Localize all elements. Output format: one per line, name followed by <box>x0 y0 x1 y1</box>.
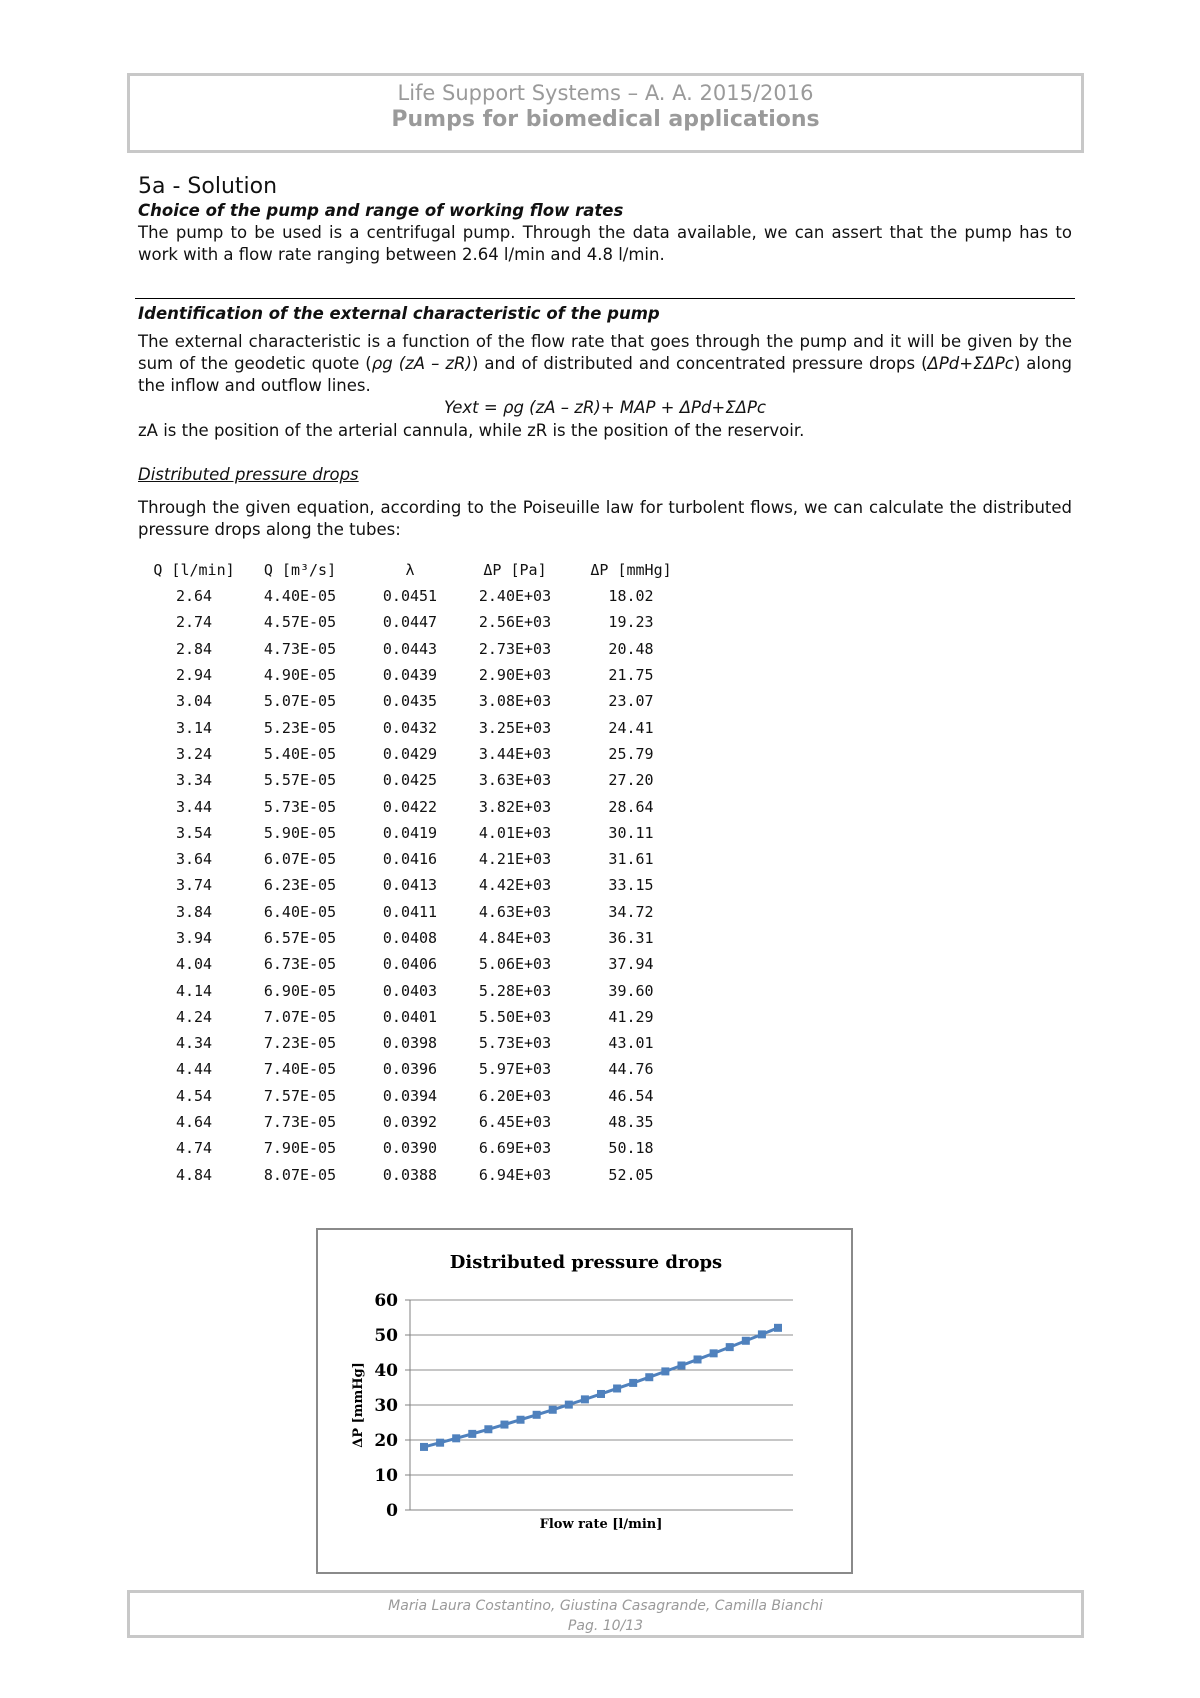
distributed-heading: Distributed pressure drops <box>138 465 359 484</box>
table-cell: 4.57E-05 <box>263 613 337 632</box>
table-cell: 6.20E+03 <box>478 1086 552 1105</box>
table-cell: 4.90E-05 <box>263 666 337 685</box>
table-cell: 30.11 <box>608 823 654 842</box>
data-point <box>694 1355 702 1363</box>
table-cell: 20.48 <box>608 639 654 658</box>
table-cell: 48.35 <box>608 1113 654 1132</box>
table-cell: 0.0443 <box>382 639 438 658</box>
table-row <box>148 688 692 714</box>
table-row <box>148 951 692 977</box>
table-cell: 5.57E-05 <box>263 771 337 790</box>
y-tick-label: 30 <box>374 1396 398 1416</box>
page-header <box>127 73 1084 153</box>
table-cell: 5.97E+03 <box>478 1060 552 1079</box>
table-cell: 7.23E-05 <box>263 1034 337 1053</box>
table-cell: 0.0413 <box>382 876 438 895</box>
table-cell: 4.64 <box>175 1113 213 1132</box>
table-cell: 3.63E+03 <box>478 771 552 790</box>
table-cell: 4.24 <box>175 1007 213 1026</box>
table-cell: 3.44 <box>175 797 213 816</box>
table-cell: 3.14 <box>175 718 213 737</box>
table-cell: 0.0447 <box>382 613 438 632</box>
pressure-drops-expression: ΔPd+ΣΔPc <box>927 354 1014 373</box>
table-cell: 0.0392 <box>382 1113 438 1132</box>
table-row <box>148 1162 692 1188</box>
column-header: Q [l/min] <box>153 561 235 579</box>
table-body <box>148 583 692 1188</box>
table-row <box>148 793 692 819</box>
table-cell: 4.84 <box>175 1165 213 1184</box>
data-point <box>710 1349 718 1357</box>
choice-heading: Choice of the pump and range of working flow rates <box>138 201 624 220</box>
table-row <box>148 1109 692 1135</box>
table-cell: 4.21E+03 <box>478 850 552 869</box>
table-cell: 0.0406 <box>382 955 438 974</box>
table-cell: 6.73E-05 <box>263 955 337 974</box>
table-row <box>148 583 692 609</box>
table-cell: 0.0439 <box>382 666 438 685</box>
distributed-paragraph: Through the given equation, according to the Poiseuille law for turbolent flows, we can calculate the distributed pressure drops along the tubes: <box>138 498 1072 539</box>
table-cell: 21.75 <box>608 666 654 685</box>
table-row <box>148 846 692 872</box>
table-cell: 5.06E+03 <box>478 955 552 974</box>
table-cell: 37.94 <box>608 955 654 974</box>
table-row <box>148 1135 692 1161</box>
table-cell: 36.31 <box>608 929 654 947</box>
table-cell: 6.45E+03 <box>478 1113 552 1132</box>
table-cell: 3.08E+03 <box>478 692 552 711</box>
document-title: Pumps for biomedical applications <box>391 107 820 132</box>
table-cell: 4.42E+03 <box>478 876 552 895</box>
data-point <box>613 1384 621 1392</box>
section-title: 5a - Solution <box>138 174 278 199</box>
table-cell: 4.40E-05 <box>263 587 337 606</box>
y-tick-label: 50 <box>374 1326 398 1346</box>
table-cell: 4.04 <box>175 955 213 974</box>
data-point <box>758 1330 766 1338</box>
table-cell: 0.0408 <box>382 929 438 947</box>
y-tick-label: 40 <box>374 1361 398 1381</box>
table-cell: 0.0419 <box>382 823 438 842</box>
table-cell: 3.64 <box>175 850 213 869</box>
table-cell: 3.82E+03 <box>478 797 552 816</box>
table-row <box>148 872 692 898</box>
data-point <box>452 1434 460 1442</box>
data-point <box>629 1379 637 1387</box>
table-row <box>148 767 692 793</box>
table-cell: 2.64 <box>175 587 213 606</box>
table-cell: 39.60 <box>608 981 654 1000</box>
table-cell: 52.05 <box>608 1165 654 1184</box>
table-cell: 3.54 <box>175 823 213 842</box>
table-cell: 2.56E+03 <box>478 613 552 632</box>
table-cell: 3.94 <box>175 929 213 947</box>
positions-paragraph: zA is the position of the arterial cannula, while zR is the position of the reservoir. <box>138 421 805 440</box>
table-cell: 0.0390 <box>382 1139 438 1158</box>
table-cell: 4.14 <box>175 981 213 1000</box>
table-cell: 0.0435 <box>382 692 438 711</box>
y-axis-label: ΔP [mmHg] <box>351 1362 366 1448</box>
table-cell: 0.0396 <box>382 1060 438 1079</box>
table-cell: 23.07 <box>608 692 654 711</box>
y-tick-label: 60 <box>374 1291 398 1311</box>
y-tick-label: 0 <box>386 1501 398 1521</box>
table-row <box>148 662 692 688</box>
table-cell: 6.94E+03 <box>478 1165 552 1184</box>
column-header: ΔP [mmHg] <box>590 561 672 579</box>
table-row <box>148 977 692 1003</box>
y-tick-label: 10 <box>374 1466 398 1486</box>
table-cell: 0.0398 <box>382 1034 438 1053</box>
table-cell: 0.0422 <box>382 797 438 816</box>
table-row <box>148 714 692 740</box>
pressure-drop-chart <box>318 1230 851 1572</box>
table-cell: 0.0425 <box>382 771 438 790</box>
table-cell: 7.57E-05 <box>263 1086 337 1105</box>
data-point <box>726 1343 734 1351</box>
identification-text-3: ) along the inflow and outflow lines. <box>138 354 1073 395</box>
table-cell: 6.57E-05 <box>263 929 337 947</box>
table-cell: 6.40E-05 <box>263 902 337 921</box>
table-cell: 41.29 <box>608 1007 654 1026</box>
data-point <box>420 1443 428 1451</box>
table-cell: 3.34 <box>175 771 213 790</box>
table-cell: 34.72 <box>608 902 654 921</box>
table-cell: 2.40E+03 <box>478 587 552 606</box>
table-cell: 0.0394 <box>382 1086 438 1105</box>
table-cell: 2.84 <box>175 639 213 658</box>
table-row <box>148 925 692 951</box>
y-tick-label: 20 <box>374 1431 398 1451</box>
table-header-row <box>148 557 692 583</box>
data-point <box>484 1425 492 1433</box>
identification-text-2: ) and of distributed and concentrated pressure drops ( <box>471 354 928 373</box>
table-cell: 5.28E+03 <box>478 981 552 1000</box>
table-cell: 5.40E-05 <box>263 744 337 763</box>
table-cell: 27.20 <box>608 771 654 790</box>
table-cell: 5.90E-05 <box>263 823 337 842</box>
table-cell: 6.90E-05 <box>263 981 337 1000</box>
table-cell: 4.01E+03 <box>478 823 552 842</box>
table-cell: 43.01 <box>608 1034 654 1053</box>
data-point <box>661 1367 669 1375</box>
page-footer <box>127 1590 1084 1638</box>
table-cell: 19.23 <box>608 613 654 632</box>
x-axis-label: Flow rate [l/min] <box>539 1517 663 1532</box>
table-cell: 6.23E-05 <box>263 876 337 895</box>
section-divider <box>135 298 1075 299</box>
identification-text-1: The external characteristic is a function of the flow rate that goes through the pump and it will be given by the sum of the geodetic quote ( <box>138 332 1072 373</box>
table-cell: 4.73E-05 <box>263 639 337 658</box>
table-cell: 3.04 <box>175 692 213 711</box>
data-point <box>517 1416 525 1424</box>
column-header: ΔP [Pa] <box>483 561 547 579</box>
table-row <box>148 1030 692 1056</box>
table-cell: 0.0429 <box>382 744 438 763</box>
table-cell: 6.69E+03 <box>478 1139 552 1158</box>
table-cell: 33.15 <box>608 876 654 895</box>
data-point <box>597 1390 605 1398</box>
table-row <box>148 1056 692 1082</box>
table-cell: 5.07E-05 <box>263 692 337 711</box>
table-cell: 0.0403 <box>382 981 438 1000</box>
table-cell: 3.44E+03 <box>478 744 552 763</box>
column-header: λ <box>405 561 415 579</box>
geodetic-expression: ρg (zA – zR) <box>371 354 472 373</box>
table-cell: 6.07E-05 <box>263 850 337 869</box>
table-cell: 4.84E+03 <box>478 929 552 947</box>
table-row <box>148 636 692 662</box>
chart-frame <box>316 1228 853 1574</box>
data-point <box>436 1439 444 1447</box>
footer-authors: Maria Laura Costantino, Giustina Casagrande, Camilla Bianchi <box>388 1598 823 1614</box>
table-cell: 7.90E-05 <box>263 1139 337 1158</box>
table-cell: 4.74 <box>175 1139 213 1158</box>
table-cell: 7.07E-05 <box>263 1007 337 1026</box>
table-cell: 4.34 <box>175 1034 213 1053</box>
course-title: Life Support Systems – A. A. 2015/2016 <box>397 81 814 105</box>
identification-paragraph <box>138 331 1072 397</box>
data-point <box>500 1421 508 1429</box>
table-cell: 2.90E+03 <box>478 666 552 685</box>
data-point <box>549 1406 557 1414</box>
table-cell: 31.61 <box>608 850 654 869</box>
table-cell: 3.84 <box>175 902 213 921</box>
table-cell: 46.54 <box>608 1086 654 1105</box>
table-cell: 0.0451 <box>382 587 438 606</box>
y-axis-ticks <box>374 1291 410 1521</box>
table-cell: 3.25E+03 <box>478 718 552 737</box>
column-header: Q [m³/s] <box>263 561 337 579</box>
characteristic-formula: Yext = ρg (zA – zR)+ MAP + ΔPd+ΣΔPc <box>444 398 766 417</box>
table-row <box>148 609 692 635</box>
table-cell: 3.24 <box>175 744 213 763</box>
table-cell: 24.41 <box>608 718 654 737</box>
data-point <box>677 1361 685 1369</box>
table-cell: 4.44 <box>175 1060 213 1079</box>
table-cell: 2.74 <box>175 613 213 632</box>
table-cell: 18.02 <box>608 587 654 606</box>
series-line <box>424 1328 778 1447</box>
table-cell: 4.63E+03 <box>478 902 552 921</box>
page-number: Pag. 10/13 <box>567 1618 644 1634</box>
table-cell: 5.50E+03 <box>478 1007 552 1026</box>
table-row <box>148 899 692 925</box>
data-point <box>581 1395 589 1403</box>
data-point <box>533 1411 541 1419</box>
table-cell: 5.23E-05 <box>263 718 337 737</box>
table-cell: 2.94 <box>175 666 213 685</box>
table-cell: 50.18 <box>608 1139 654 1158</box>
table-cell: 5.73E-05 <box>263 797 337 816</box>
series-group <box>420 1324 782 1451</box>
table-cell: 0.0401 <box>382 1007 438 1026</box>
table-cell: 4.54 <box>175 1086 213 1105</box>
table-cell: 28.64 <box>608 797 654 816</box>
table-cell: 0.0432 <box>382 718 438 737</box>
table-cell: 7.73E-05 <box>263 1113 337 1132</box>
chart-gridlines <box>410 1300 793 1475</box>
table-cell: 0.0388 <box>382 1165 438 1184</box>
data-point <box>565 1401 573 1409</box>
data-point <box>774 1324 782 1332</box>
table-cell: 3.74 <box>175 876 213 895</box>
table-cell: 44.76 <box>608 1060 654 1079</box>
table-row <box>148 820 692 846</box>
data-point <box>742 1337 750 1345</box>
table-cell: 0.0411 <box>382 902 438 921</box>
table-cell: 5.73E+03 <box>478 1034 552 1053</box>
chart-title: Distributed pressure drops <box>449 1252 723 1273</box>
pressure-drop-table <box>148 557 692 1188</box>
table-cell: 8.07E-05 <box>263 1165 337 1184</box>
table-cell: 2.73E+03 <box>478 639 552 658</box>
table-cell: 25.79 <box>608 744 654 763</box>
identification-heading: Identification of the external characteristic of the pump <box>138 304 660 323</box>
table-row <box>148 1083 692 1109</box>
data-point <box>645 1373 653 1381</box>
table-row <box>148 741 692 767</box>
table-row <box>148 1004 692 1030</box>
data-point <box>468 1430 476 1438</box>
table-cell: 0.0416 <box>382 850 438 869</box>
choice-paragraph: The pump to be used is a centrifugal pump. Through the data available, we can assert that the pump has to work with a flow rate ranging between 2.64 l/min and 4.8 l/min. <box>138 223 1072 264</box>
table-cell: 7.40E-05 <box>263 1060 337 1079</box>
